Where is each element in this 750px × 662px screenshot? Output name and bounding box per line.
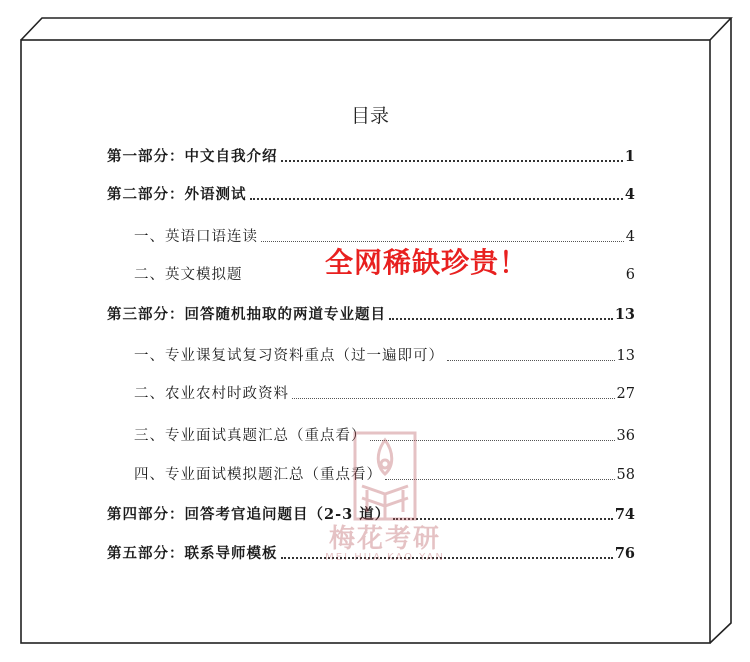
toc-title: 目录 — [350, 105, 389, 127]
toc-entry-text: 第三部分：回答随机抽取的两道专业题目 — [107, 306, 386, 323]
dot-leader — [292, 398, 615, 399]
dot-leader — [447, 360, 615, 361]
toc-entry-text: 第二部分：外语测试 — [107, 186, 247, 203]
toc-entry-text: 一、英语口语连读 — [134, 229, 258, 245]
toc-entry-page: 4 — [624, 186, 635, 203]
dot-leader — [250, 198, 623, 200]
toc-entry-3-2[interactable] — [134, 382, 635, 404]
toc-entry-part-3[interactable] — [107, 303, 635, 325]
toc-entry-part-1[interactable] — [107, 145, 635, 167]
toc-entry-text: 一、专业课复试复习资料重点（过一遍即可） — [134, 348, 444, 364]
toc-entry-page: 27 — [616, 386, 635, 402]
toc-entry-page: 1 — [624, 148, 635, 165]
toc-entry-text: 第四部分：回答考官追问题目（2-3 道） — [107, 506, 391, 523]
plum-blossom-book-logo — [352, 430, 418, 522]
toc-entry-page: 36 — [616, 428, 635, 444]
toc-entry-text: 第五部分：联系导师模板 — [107, 545, 278, 562]
promo-overlay-text: 全网稀缺珍贵！ — [325, 246, 529, 279]
dot-leader — [389, 318, 613, 320]
toc-entry-text: 三、专业面试真题汇总（重点看） — [134, 428, 367, 444]
toc-entry-text: 二、农业农村时政资料 — [134, 386, 289, 402]
toc-entry-page: 13 — [614, 306, 635, 323]
toc-entry-text: 四、专业面试模拟题汇总（重点看） — [134, 467, 382, 483]
toc-entry-3-1[interactable] — [134, 344, 635, 366]
toc-entry-page: 6 — [625, 267, 635, 283]
toc-entry-text: 二、英文模拟题 — [134, 267, 243, 283]
watermark-brand-name: 梅花考研 — [328, 524, 441, 554]
toc-entry-page: 4 — [625, 229, 635, 245]
watermark-romanization: MEI HUA KAO YAN — [325, 552, 445, 563]
toc-entry-text: 第一部分：中文自我介绍 — [107, 148, 278, 165]
toc-entry-part-2[interactable] — [107, 183, 635, 205]
dot-leader — [281, 160, 623, 162]
watermark — [285, 430, 485, 570]
toc-entry-page: 58 — [616, 467, 635, 483]
toc-entry-page: 76 — [614, 545, 635, 562]
toc-entry-page: 13 — [616, 348, 635, 364]
toc-entry-page: 74 — [614, 506, 635, 523]
